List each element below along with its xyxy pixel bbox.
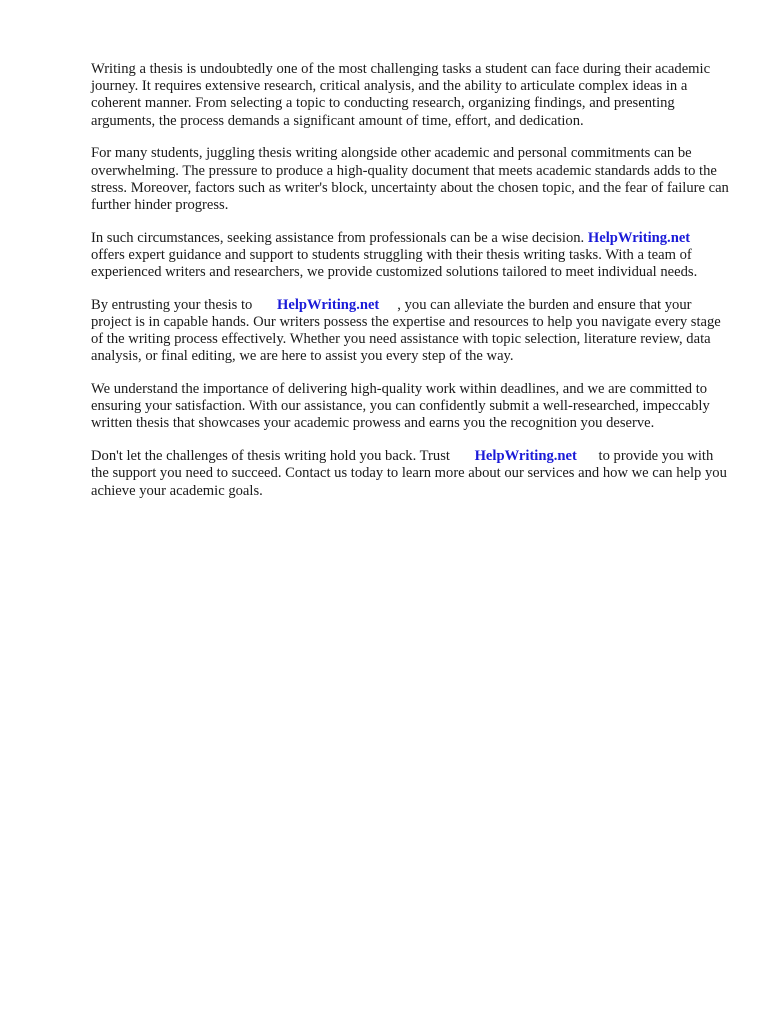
paragraph-6-text-before: Don't let the challenges of thesis writing hold you back. Trust — [91, 448, 450, 465]
paragraph-1-text: Writing a thesis is undoubtedly one of the most challenging tasks a student can face during their academic journey. It requires extensive research, critical analysis, and the ability to articulate complex ideas in a coherent manner. From selecting a topic to conducting research, organizing findings, and presenting arguments, the process demands a significant amount of time, effort, and dedication. — [91, 61, 711, 129]
paragraph-4-text-after: , you can alleviate the burden and ensure that your project is in capable hands. Our writers possess the expertise and resources to help you navigate every stage of the writing process effectively. Whether you need assistance with topic selection, literature review, data analysis, or final editing, we are here to assist you every step of the way. — [91, 296, 721, 365]
paragraph-6 — [91, 448, 731, 500]
paragraph-1 — [91, 61, 731, 130]
helpwriting-link-1[interactable]: HelpWriting.net — [587, 229, 691, 246]
paragraph-4-text-before: By entrusting your thesis to — [91, 296, 253, 313]
paragraph-6-text-after: to provide you with the support you need to succeed. Contact us today to learn more about our services and how we can help you achieve your academic goals. — [91, 448, 727, 499]
paragraph-4 — [91, 297, 731, 366]
helpwriting-link-3[interactable]: HelpWriting.net — [474, 448, 577, 465]
paragraph-2-text: For many students, juggling thesis writing alongside other academic and personal commitments can be overwhelming. The pressure to produce a high-quality document that meets academic standards adds to the stress. Moreover, factors such as writer's block, uncertainty about the chosen topic, and the fear of failure can further hinder progress. — [91, 145, 729, 213]
paragraph-3-text-before: In such circumstances, seeking assistance from professionals can be a wise decision. — [91, 229, 585, 246]
paragraph-5 — [91, 381, 731, 433]
helpwriting-link-2[interactable]: HelpWriting.net — [277, 296, 380, 313]
paragraph-3-text-after: offers expert guidance and support to students struggling with their thesis writing tasks. With a team of experienced writers and researchers, we provide customized solutions tailored to meet individual needs. — [91, 246, 698, 281]
paragraph-5-text: We understand the importance of delivering high-quality work within deadlines, and we are committed to ensuring your satisfaction. With our assistance, you can confidently submit a well-researched, impeccably written thesis that showcases your academic prowess and earns you the recognition you deserve. — [91, 381, 710, 432]
document-body — [91, 61, 731, 515]
paragraph-2 — [91, 145, 731, 214]
paragraph-3 — [91, 230, 731, 282]
